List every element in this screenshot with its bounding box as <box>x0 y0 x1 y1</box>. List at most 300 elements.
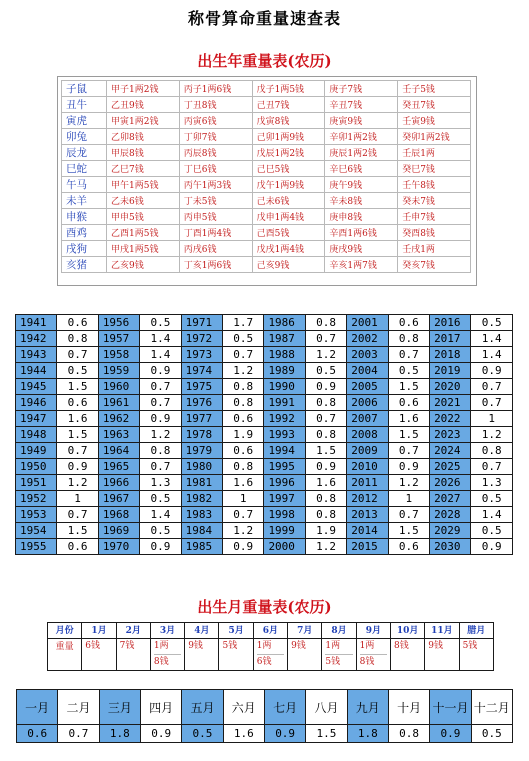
year-cell: 1964 <box>98 443 139 459</box>
ganzhi-weight-cell: 辛巳6钱 <box>325 161 398 177</box>
strip-month-name: 七月 <box>264 690 305 725</box>
year-cell: 2000 <box>264 539 305 555</box>
zodiac-name: 辰龙 <box>62 145 107 161</box>
month-header-cell: 腊月 <box>459 623 493 639</box>
ganzhi-weight-cell: 丁卯7钱 <box>179 129 252 145</box>
year-cell: 1963 <box>98 427 139 443</box>
year-cell: 1984 <box>181 523 222 539</box>
ganzhi-weight-cell: 丙申5钱 <box>179 209 252 225</box>
month-header-cell: 2月 <box>116 623 150 639</box>
weight-cell: 1.2 <box>471 427 513 443</box>
month-weight-cell <box>253 639 287 671</box>
month-weight-text: 8钱 <box>154 654 181 670</box>
ganzhi-weight-cell: 庚午9钱 <box>325 177 398 193</box>
weight-cell: 0.5 <box>388 363 429 379</box>
weight-cell: 1.5 <box>388 379 429 395</box>
weight-cell: 1 <box>471 411 513 427</box>
year-cell: 1989 <box>264 363 305 379</box>
ganzhi-weight-cell: 庚辰1两2钱 <box>325 145 398 161</box>
month-header-row <box>48 623 494 639</box>
month-header-cell: 11月 <box>425 623 459 639</box>
year-cell: 2021 <box>430 395 471 411</box>
ganzhi-weight-cell: 丁酉1两4钱 <box>179 225 252 241</box>
weight-cell: 0.8 <box>305 427 346 443</box>
weight-cell: 0.9 <box>305 459 346 475</box>
month-weight-cell <box>150 639 184 671</box>
zodiac-row <box>62 113 471 129</box>
weight-cell: 0.6 <box>223 411 264 427</box>
weight-cell: 0.9 <box>471 363 513 379</box>
ganzhi-weight-cell: 癸酉8钱 <box>398 225 471 241</box>
zodiac-name: 丑牛 <box>62 97 107 113</box>
weight-cell: 0.9 <box>140 539 181 555</box>
year-cell: 1962 <box>98 411 139 427</box>
strip-month-name: 十二月 <box>471 690 512 725</box>
ganzhi-weight-cell: 甲申5钱 <box>107 209 180 225</box>
weight-cell: 0.6 <box>388 395 429 411</box>
strip-month-value: 0.5 <box>471 725 512 743</box>
strip-month-value: 0.8 <box>388 725 429 743</box>
weight-cell: 0.5 <box>305 363 346 379</box>
year-cell: 1946 <box>16 395 57 411</box>
weight-cell: 1.2 <box>388 475 429 491</box>
month-header-cell: 6月 <box>253 623 287 639</box>
year-weight-row <box>16 459 513 475</box>
month-weight-table <box>47 622 494 671</box>
weight-cell: 1.2 <box>305 539 346 555</box>
year-cell: 1979 <box>181 443 222 459</box>
ganzhi-weight-cell: 己巳5钱 <box>252 161 325 177</box>
weight-cell: 1.5 <box>57 379 98 395</box>
month-header-cell: 3月 <box>150 623 184 639</box>
ganzhi-weight-cell: 丁亥1两6钱 <box>179 257 252 273</box>
weight-cell: 0.8 <box>140 443 181 459</box>
year-weight-row <box>16 315 513 331</box>
ganzhi-weight-cell: 庚寅9钱 <box>325 113 398 129</box>
strip-month-name: 二月 <box>58 690 99 725</box>
strip-month-name: 一月 <box>17 690 58 725</box>
ganzhi-weight-cell: 戊午1两9钱 <box>252 177 325 193</box>
month-header-cell: 9月 <box>356 623 390 639</box>
ganzhi-weight-cell: 己未6钱 <box>252 193 325 209</box>
year-cell: 1969 <box>98 523 139 539</box>
ganzhi-weight-cell: 壬申7钱 <box>398 209 471 225</box>
weight-cell: 0.5 <box>140 491 181 507</box>
year-cell: 1993 <box>264 427 305 443</box>
ganzhi-weight-cell: 壬午8钱 <box>398 177 471 193</box>
weight-cell: 1.7 <box>223 315 264 331</box>
month-weight-text: 6钱 <box>85 641 101 651</box>
weight-cell: 0.8 <box>305 315 346 331</box>
year-cell: 2007 <box>347 411 388 427</box>
year-cell: 2018 <box>430 347 471 363</box>
weight-cell: 0.7 <box>223 347 264 363</box>
year-cell: 1985 <box>181 539 222 555</box>
year-weight-row <box>16 523 513 539</box>
ganzhi-weight-cell: 戊申1两4钱 <box>252 209 325 225</box>
year-cell: 2016 <box>430 315 471 331</box>
month-weight-text: 8钱 <box>393 641 409 651</box>
month-header-cell: 5月 <box>219 623 253 639</box>
year-cell: 2017 <box>430 331 471 347</box>
year-cell: 2004 <box>347 363 388 379</box>
strip-month-name: 六月 <box>223 690 264 725</box>
year-cell: 1952 <box>16 491 57 507</box>
year-cell: 1978 <box>181 427 222 443</box>
year-cell: 2014 <box>347 523 388 539</box>
year-cell: 1980 <box>181 459 222 475</box>
month-header-cell: 10月 <box>390 623 424 639</box>
weight-cell: 0.9 <box>471 539 513 555</box>
ganzhi-weight-cell: 乙卯8钱 <box>107 129 180 145</box>
weight-label: 重量 <box>48 639 82 671</box>
weight-cell: 0.9 <box>388 459 429 475</box>
year-cell: 1998 <box>264 507 305 523</box>
year-cell: 2030 <box>430 539 471 555</box>
weight-cell: 0.8 <box>471 443 513 459</box>
weight-cell: 0.5 <box>223 331 264 347</box>
ganzhi-weight-cell: 壬寅9钱 <box>398 113 471 129</box>
strip-month-name: 八月 <box>306 690 347 725</box>
year-cell: 2005 <box>347 379 388 395</box>
weight-cell: 0.8 <box>223 459 264 475</box>
ganzhi-weight-cell: 庚戌9钱 <box>325 241 398 257</box>
strip-month-name: 三月 <box>99 690 140 725</box>
strip-month-value: 0.5 <box>182 725 223 743</box>
year-cell: 2023 <box>430 427 471 443</box>
year-cell: 1957 <box>98 331 139 347</box>
weight-cell: 0.7 <box>388 347 429 363</box>
weight-cell: 0.7 <box>223 507 264 523</box>
year-cell: 1997 <box>264 491 305 507</box>
weight-cell: 0.7 <box>57 347 98 363</box>
ganzhi-weight-cell: 乙亥9钱 <box>107 257 180 273</box>
ganzhi-weight-cell: 乙酉1两5钱 <box>107 225 180 241</box>
strip-month-value: 1.8 <box>347 725 388 743</box>
year-cell: 1968 <box>98 507 139 523</box>
month-weight-text: 5钱 <box>222 641 238 651</box>
weight-cell: 0.5 <box>471 523 513 539</box>
year-weight-row <box>16 411 513 427</box>
year-cell: 1949 <box>16 443 57 459</box>
year-cell: 1960 <box>98 379 139 395</box>
year-cell: 1991 <box>264 395 305 411</box>
ganzhi-weight-cell: 辛亥1两7钱 <box>325 257 398 273</box>
ganzhi-weight-cell: 甲午1两5钱 <box>107 177 180 193</box>
year-weight-row <box>16 491 513 507</box>
year-cell: 1987 <box>264 331 305 347</box>
strip-month-value: 0.7 <box>58 725 99 743</box>
year-weight-row <box>16 379 513 395</box>
ganzhi-weight-cell: 辛丑7钱 <box>325 97 398 113</box>
zodiac-row <box>62 81 471 97</box>
month-weight-text: 1两 <box>256 641 272 651</box>
year-weight-row <box>16 507 513 523</box>
zodiac-row <box>62 209 471 225</box>
ganzhi-weight-cell: 甲子1两2钱 <box>107 81 180 97</box>
weight-cell: 0.6 <box>388 315 429 331</box>
ganzhi-weight-cell: 壬子5钱 <box>398 81 471 97</box>
year-cell: 1943 <box>16 347 57 363</box>
zodiac-name: 卯兔 <box>62 129 107 145</box>
ganzhi-weight-cell: 癸巳7钱 <box>398 161 471 177</box>
month-weight-text: 6钱 <box>257 654 284 670</box>
year-cell: 2029 <box>430 523 471 539</box>
ganzhi-weight-cell: 丁巳6钱 <box>179 161 252 177</box>
strip-month-value: 1.6 <box>223 725 264 743</box>
weight-cell: 0.5 <box>140 523 181 539</box>
ganzhi-weight-cell: 壬戌1两 <box>398 241 471 257</box>
zodiac-name: 申猴 <box>62 209 107 225</box>
month-weight-text: 9钱 <box>188 641 203 651</box>
year-cell: 1944 <box>16 363 57 379</box>
ganzhi-weight-cell: 丙子1两6钱 <box>179 81 252 97</box>
year-weight-row <box>16 443 513 459</box>
year-cell: 1986 <box>264 315 305 331</box>
ganzhi-weight-cell: 辛酉1两6钱 <box>325 225 398 241</box>
month-weight-cell <box>82 639 116 671</box>
weight-cell: 0.7 <box>388 507 429 523</box>
zodiac-row <box>62 257 471 273</box>
ganzhi-weight-cell: 庚子7钱 <box>325 81 398 97</box>
zodiac-name: 午马 <box>62 177 107 193</box>
weight-cell: 0.5 <box>57 363 98 379</box>
month-weight-cell <box>390 639 424 671</box>
year-cell: 1977 <box>181 411 222 427</box>
month-weight-row <box>48 639 494 671</box>
year-cell: 1951 <box>16 475 57 491</box>
year-weight-row <box>16 539 513 555</box>
ganzhi-weight-cell: 己丑7钱 <box>252 97 325 113</box>
ganzhi-weight-cell: 甲辰8钱 <box>107 145 180 161</box>
year-cell: 1974 <box>181 363 222 379</box>
ganzhi-weight-cell: 丙午1两3钱 <box>179 177 252 193</box>
year-cell: 1982 <box>181 491 222 507</box>
month-weight-cell <box>425 639 459 671</box>
weight-cell: 1.9 <box>305 523 346 539</box>
year-cell: 1996 <box>264 475 305 491</box>
year-cell: 1976 <box>181 395 222 411</box>
year-cell: 1954 <box>16 523 57 539</box>
zodiac-row <box>62 145 471 161</box>
weight-cell: 1.5 <box>388 427 429 443</box>
year-cell: 2008 <box>347 427 388 443</box>
year-cell: 1983 <box>181 507 222 523</box>
strip-month-value: 0.6 <box>17 725 58 743</box>
weight-cell: 1.3 <box>471 475 513 491</box>
month-weight-text: 1两 <box>153 641 169 651</box>
weight-cell: 1 <box>388 491 429 507</box>
ganzhi-weight-cell: 乙未6钱 <box>107 193 180 209</box>
month-weight-cell <box>219 639 253 671</box>
zodiac-name: 酉鸡 <box>62 225 107 241</box>
year-cell: 1959 <box>98 363 139 379</box>
weight-cell: 0.8 <box>305 507 346 523</box>
year-table-title: 出生年重量表(农历) <box>197 52 332 70</box>
year-cell: 1955 <box>16 539 57 555</box>
weight-cell: 0.5 <box>471 315 513 331</box>
month-header-cell: 4月 <box>185 623 219 639</box>
strip-month-name: 四月 <box>140 690 181 725</box>
year-cell: 1999 <box>264 523 305 539</box>
weight-cell: 0.6 <box>223 443 264 459</box>
weight-cell: 0.6 <box>57 315 98 331</box>
ganzhi-weight-cell: 戊子1两5钱 <box>252 81 325 97</box>
zodiac-name: 巳蛇 <box>62 161 107 177</box>
zodiac-row <box>62 129 471 145</box>
year-cell: 2003 <box>347 347 388 363</box>
month-weight-text: 9钱 <box>428 641 443 651</box>
weight-cell: 1.3 <box>140 475 181 491</box>
month-weight-cell <box>322 639 356 671</box>
strip-month-value: 1.8 <box>99 725 140 743</box>
weight-cell: 1.5 <box>57 523 98 539</box>
month-weight-cell <box>185 639 219 671</box>
weight-cell: 0.9 <box>140 411 181 427</box>
zodiac-name: 子鼠 <box>62 81 107 97</box>
weight-cell: 1.4 <box>140 347 181 363</box>
weight-cell: 1.5 <box>57 427 98 443</box>
weight-cell: 0.8 <box>305 491 346 507</box>
weight-cell: 1.5 <box>388 523 429 539</box>
weight-cell: 1.2 <box>57 475 98 491</box>
weight-cell: 1.6 <box>57 411 98 427</box>
ganzhi-weight-cell: 癸未7钱 <box>398 193 471 209</box>
year-cell: 1995 <box>264 459 305 475</box>
weight-cell: 0.5 <box>471 491 513 507</box>
month-weight-text: 5钱 <box>462 641 478 651</box>
weight-cell: 0.9 <box>140 363 181 379</box>
year-cell: 1953 <box>16 507 57 523</box>
year-cell: 1988 <box>264 347 305 363</box>
weight-cell: 0.7 <box>140 459 181 475</box>
weight-cell: 1.4 <box>140 331 181 347</box>
year-cell: 2013 <box>347 507 388 523</box>
year-cell: 2011 <box>347 475 388 491</box>
year-cell: 1971 <box>181 315 222 331</box>
strip-month-value: 0.9 <box>140 725 181 743</box>
ganzhi-weight-cell: 癸卯1两2钱 <box>398 129 471 145</box>
weight-cell: 0.7 <box>471 379 513 395</box>
weight-cell: 0.6 <box>57 395 98 411</box>
year-cell: 2002 <box>347 331 388 347</box>
ganzhi-weight-cell: 己亥9钱 <box>252 257 325 273</box>
ganzhi-weight-cell: 乙丑9钱 <box>107 97 180 113</box>
ganzhi-weight-cell: 丁未5钱 <box>179 193 252 209</box>
year-weight-row <box>16 347 513 363</box>
month-weight-text: 1两 <box>359 641 375 651</box>
weight-cell: 1.9 <box>223 427 264 443</box>
strip-month-name: 五月 <box>182 690 223 725</box>
year-cell: 1942 <box>16 331 57 347</box>
weight-cell: 0.7 <box>57 507 98 523</box>
ganzhi-weight-cell: 丙辰8钱 <box>179 145 252 161</box>
ganzhi-weight-cell: 丙戌6钱 <box>179 241 252 257</box>
ganzhi-weight-cell: 癸丑7钱 <box>398 97 471 113</box>
year-cell: 1941 <box>16 315 57 331</box>
zodiac-row <box>62 97 471 113</box>
page-title: 称骨算命重量速查表 <box>187 9 341 28</box>
strip-value-row <box>17 725 513 743</box>
year-cell: 2026 <box>430 475 471 491</box>
weight-cell: 0.6 <box>57 539 98 555</box>
zodiac-row <box>62 177 471 193</box>
weight-cell: 0.7 <box>471 459 513 475</box>
month-weight-cell <box>459 639 493 671</box>
year-weight-row <box>16 427 513 443</box>
zodiac-year-table <box>61 80 471 273</box>
zodiac-row <box>62 225 471 241</box>
ganzhi-weight-cell: 戊戌1两4钱 <box>252 241 325 257</box>
year-cell: 2015 <box>347 539 388 555</box>
ganzhi-weight-cell: 戊寅8钱 <box>252 113 325 129</box>
year-weight-table <box>15 314 513 555</box>
year-cell: 2001 <box>347 315 388 331</box>
year-cell: 1961 <box>98 395 139 411</box>
year-cell: 1990 <box>264 379 305 395</box>
year-cell: 2020 <box>430 379 471 395</box>
ganzhi-weight-cell: 丙寅6钱 <box>179 113 252 129</box>
year-cell: 2027 <box>430 491 471 507</box>
year-cell: 2019 <box>430 363 471 379</box>
month-weight-cell <box>356 639 390 671</box>
weight-cell: 0.8 <box>57 331 98 347</box>
zodiac-row <box>62 241 471 257</box>
weight-cell: 0.7 <box>140 379 181 395</box>
year-cell: 1950 <box>16 459 57 475</box>
weight-cell: 1.6 <box>223 475 264 491</box>
month-header-cell: 7月 <box>288 623 322 639</box>
weight-cell: 0.7 <box>140 395 181 411</box>
zodiac-name: 亥猪 <box>62 257 107 273</box>
weight-cell: 0.9 <box>223 539 264 555</box>
year-cell: 1972 <box>181 331 222 347</box>
year-cell: 2028 <box>430 507 471 523</box>
weight-cell: 0.9 <box>305 379 346 395</box>
year-cell: 1967 <box>98 491 139 507</box>
year-weight-row <box>16 363 513 379</box>
year-cell: 2022 <box>430 411 471 427</box>
weight-cell: 0.7 <box>305 411 346 427</box>
weight-cell: 1.4 <box>140 507 181 523</box>
weight-cell: 0.7 <box>305 331 346 347</box>
weight-cell: 0.7 <box>388 443 429 459</box>
weight-cell: 1 <box>57 491 98 507</box>
month-weight-text: 7钱 <box>119 641 135 651</box>
year-cell: 1981 <box>181 475 222 491</box>
year-cell: 2024 <box>430 443 471 459</box>
month-weight-cell <box>288 639 322 671</box>
weight-cell: 1.4 <box>471 331 513 347</box>
year-cell: 2009 <box>347 443 388 459</box>
weight-cell: 1.2 <box>140 427 181 443</box>
year-weight-row <box>16 331 513 347</box>
year-cell: 1945 <box>16 379 57 395</box>
weight-cell: 0.8 <box>388 331 429 347</box>
strip-month-value: 0.9 <box>430 725 471 743</box>
year-cell: 2025 <box>430 459 471 475</box>
month-weight-text: 9钱 <box>291 641 306 651</box>
ganzhi-weight-cell: 己酉5钱 <box>252 225 325 241</box>
strip-month-name: 十月 <box>388 690 429 725</box>
year-weight-row <box>16 475 513 491</box>
zodiac-name: 未羊 <box>62 193 107 209</box>
month-weight-text: 1两 <box>325 641 341 651</box>
year-cell: 1973 <box>181 347 222 363</box>
weight-cell: 1.4 <box>471 507 513 523</box>
year-cell: 1994 <box>264 443 305 459</box>
month-header-cell: 1月 <box>82 623 116 639</box>
